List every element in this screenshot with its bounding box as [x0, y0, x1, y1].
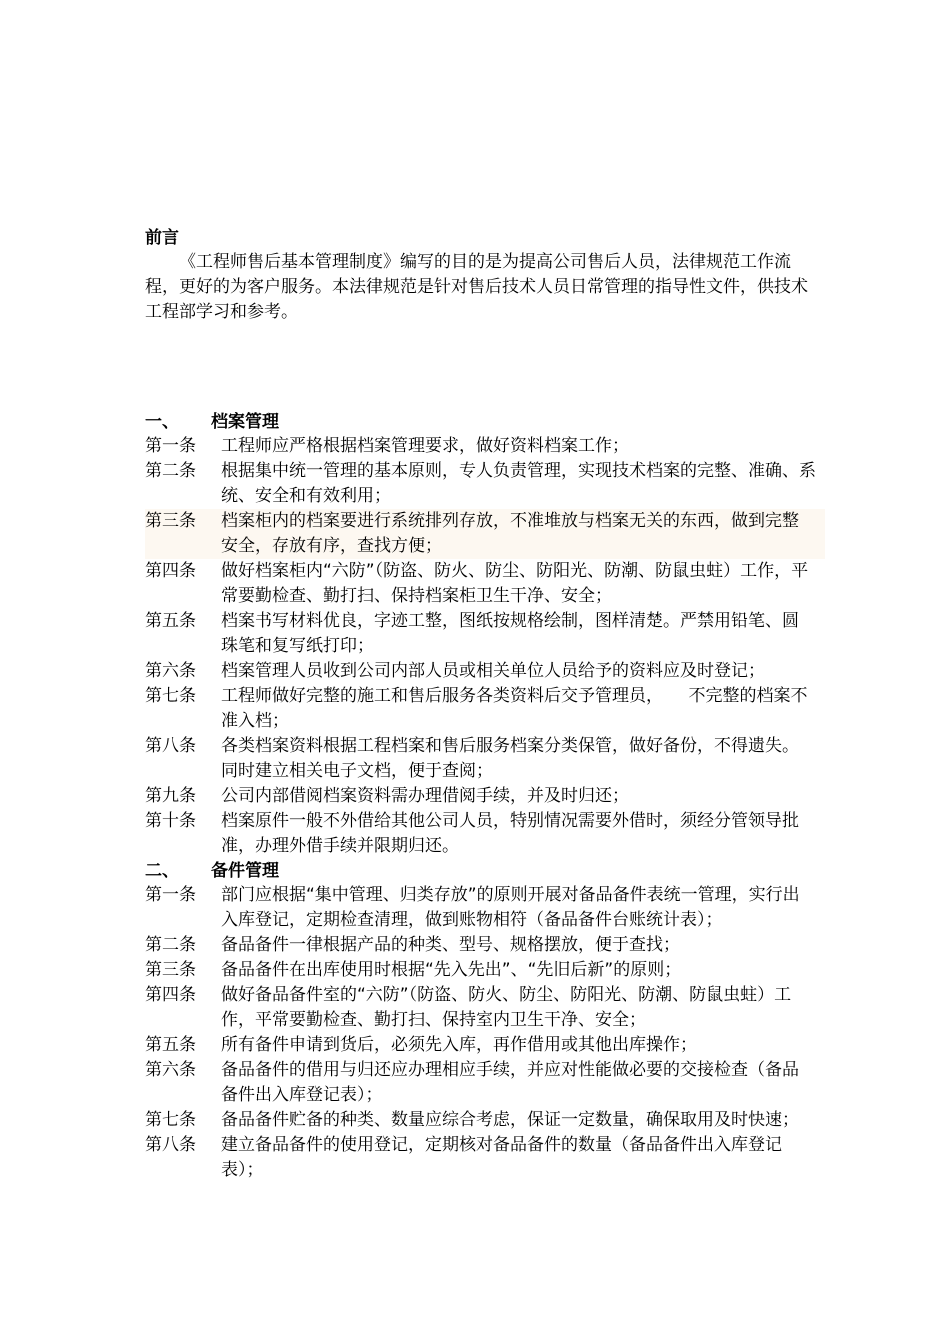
article-label: 第五条 [145, 611, 196, 631]
article-text: 做好备品备件室的“六防”（防盗、防火、防尘、防阳光、防潮、防鼠虫蛀）工作，平常要勤检查、勤打扫、保持室内卫生干净、安全； [221, 985, 792, 1030]
article-label: 第四条 [145, 561, 196, 581]
spacer [145, 376, 825, 410]
article-label: 第八条 [145, 1135, 196, 1155]
section-heading [145, 859, 825, 883]
article [145, 609, 825, 659]
article-text: 档案书写材料优良，字迹工整，图纸按规格绘制，图样清楚。严禁用铅笔、圆珠笔和复写纸打印； [221, 611, 799, 656]
article [145, 459, 825, 509]
article-label: 第三条 [145, 960, 196, 980]
article-label: 第八条 [145, 736, 196, 756]
article [145, 559, 825, 609]
article-text: 做好档案柜内“六防”（防盗、防火、防尘、防阳光、防潮、防鼠虫蛀）工作，平常要勤检查、勤打扫、保持档案柜卫生干净、安全； [221, 561, 809, 606]
article-label: 第二条 [145, 461, 196, 481]
preface-body: 《工程师售后基本管理制度》编写的目的是为提高公司售后人员，法律规范工作流程，更好的为客户服务。本法律规范是针对售后技术人员日常管理的指导性文件，供技术工程部学习和参考。 [145, 252, 808, 322]
article-label: 第一条 [145, 885, 196, 905]
article-label: 第七条 [145, 686, 196, 706]
section-number: 一、 [145, 412, 179, 432]
document-page [145, 226, 825, 1183]
article-text: 备品备件的借用与归还应办理相应手续，并应对性能做必要的交接检查（备品备件出入库登记表）； [221, 1060, 799, 1105]
article-text: 各类档案资料根据工程档案和售后服务档案分类保管，做好备份，不得遗失。同时建立相关电子文档，便于查阅； [221, 736, 799, 781]
article [145, 734, 825, 784]
article [145, 684, 825, 734]
article [145, 434, 825, 459]
section-number: 二、 [145, 861, 179, 881]
section-heading [145, 410, 825, 434]
article [145, 784, 825, 809]
article-label: 第六条 [145, 1060, 196, 1080]
article-text: 档案原件一般不外借给其他公司人员，特别情况需要外借时，须经分管领导批准，办理外借手续并限期归还。 [221, 811, 799, 856]
spacer [145, 325, 825, 376]
article-text: 部门应根据“集中管理、归类存放”的原则开展对备品备件表统一管理，实行出入库登记，定期检查清理，做到账物相符（备品备件台账统计表）； [221, 885, 800, 930]
article [145, 958, 825, 983]
article-label: 第九条 [145, 786, 196, 806]
article [145, 509, 825, 559]
article [145, 1133, 825, 1183]
article [145, 659, 825, 684]
preface-title: 前言 [145, 228, 179, 248]
article-label: 第六条 [145, 661, 196, 681]
article-text: 所有备件申请到货后，必须先入库，再作借用或其他出库操作； [221, 1035, 697, 1055]
article [145, 1108, 825, 1133]
article-text: 建立备品备件的使用登记，定期核对备品备件的数量（备品备件出入库登记表）； [221, 1135, 782, 1180]
article-label: 第三条 [145, 511, 196, 531]
article-text: 工程师应严格根据档案管理要求，做好资料档案工作； [221, 436, 629, 456]
section-archives [145, 410, 825, 859]
article-text: 根据集中统一管理的基本原则，专人负责管理，实现技术档案的完整、准确、系统、安全和有效利用； [221, 461, 816, 506]
article [145, 809, 825, 859]
article-label: 第七条 [145, 1110, 196, 1130]
article-text: 公司内部借阅档案资料需办理借阅手续，并及时归还； [221, 786, 629, 806]
article-text: 档案管理人员收到公司内部人员或相关单位人员给予的资料应及时登记； [221, 661, 765, 681]
article-label: 第二条 [145, 935, 196, 955]
article [145, 933, 825, 958]
article [145, 1033, 825, 1058]
article-text: 备品备件一律根据产品的种类、型号、规格摆放，便于查找； [221, 935, 680, 955]
article-label: 第十条 [145, 811, 196, 831]
article-text: 工程师做好完整的施工和售后服务各类资料后交予管理员， 不完整的档案不准入档； [221, 686, 808, 731]
article-label: 第四条 [145, 985, 196, 1005]
section-title: 档案管理 [211, 412, 279, 432]
section-spare-parts [145, 859, 825, 1183]
section-title: 备件管理 [211, 861, 279, 881]
article-text: 备品备件贮备的种类、数量应综合考虑，保证一定数量，确保取用及时快速； [221, 1110, 799, 1130]
article [145, 1058, 825, 1108]
article-label: 第一条 [145, 436, 196, 456]
article-text: 档案柜内的档案要进行系统排列存放，不准堆放与档案无关的东西，做到完整安全，存放有序，查找方便； [221, 511, 799, 556]
article-label: 第五条 [145, 1035, 196, 1055]
article [145, 883, 825, 933]
article-text: 备品备件在出库使用时根据“先入先出”、“先旧后新”的原则； [221, 960, 682, 980]
article [145, 983, 825, 1033]
